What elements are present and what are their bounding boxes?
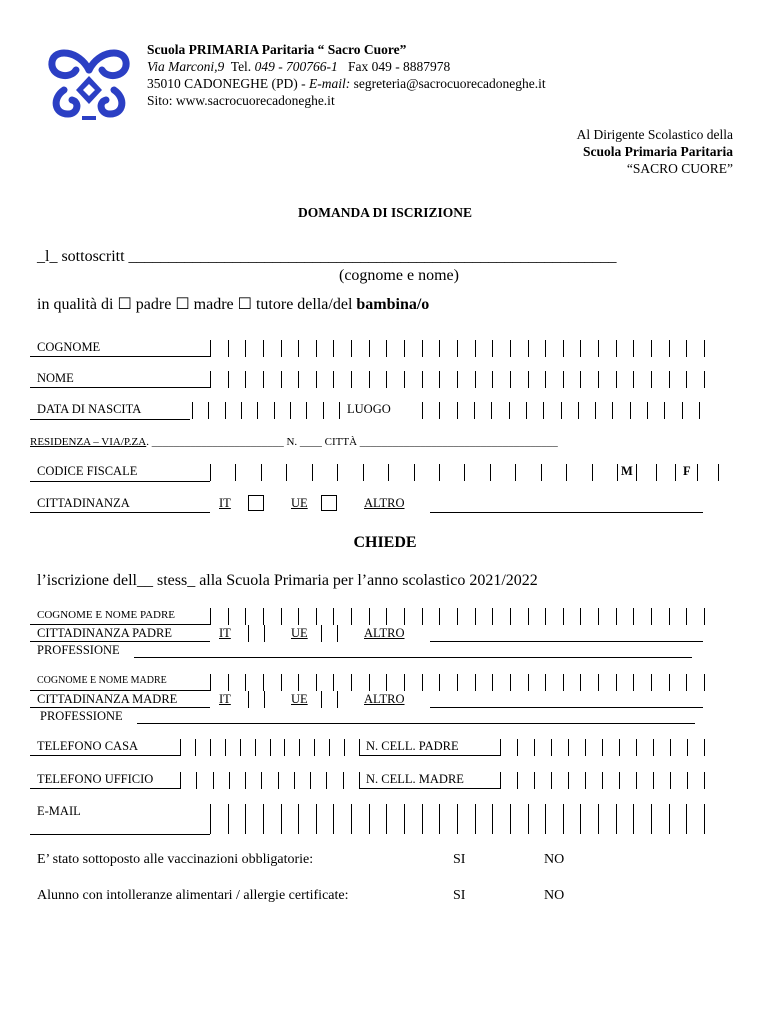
tax-code-label: CODICE FISCALE xyxy=(37,464,138,478)
vaccinations-yes[interactable]: SI xyxy=(453,852,466,867)
checkbox-father[interactable]: ☐ xyxy=(117,296,132,313)
citizenship-ue-label: UE xyxy=(291,496,308,510)
sex-m-label: M xyxy=(621,464,633,478)
email-boxes[interactable] xyxy=(210,804,705,834)
checkbox-tutor[interactable]: ☐ xyxy=(237,296,252,313)
request-text: l’iscrizione dell__ stess_ alla Scuola Primaria per l’anno scolastico 2021/2022 xyxy=(37,572,538,589)
mother-it-box[interactable] xyxy=(248,691,265,708)
father-ue-box[interactable] xyxy=(321,625,338,642)
birth-date-label: DATA DI NASCITA xyxy=(37,402,142,416)
school-contacts: 35010 CADONEGHE (PD) - E-mail: segreteria@sacrocuorecadoneghe.it xyxy=(147,76,546,91)
citizenship-ue-box[interactable] xyxy=(321,495,337,511)
tax-code-boxes[interactable] xyxy=(210,464,618,481)
quality-line: in qualità di ☐ padre ☐ madre ☐ tutore della/del bambina/o xyxy=(37,296,430,313)
mother-other-line[interactable] xyxy=(430,707,703,708)
citizenship-other-label: ALTRO xyxy=(364,496,405,510)
office-phone-label: TELEFONO UFFICIO xyxy=(37,772,154,786)
school-logo xyxy=(44,40,134,124)
home-phone-boxes[interactable] xyxy=(180,739,360,756)
father-profession-line[interactable] xyxy=(134,657,692,658)
mother-ue-box[interactable] xyxy=(321,691,338,708)
residence-line[interactable]: RESIDENZA – VIA/P.ZA. ________________________ N. ____ CITTÀ ____________________________________ xyxy=(30,436,558,448)
mother-profession-line[interactable] xyxy=(137,723,695,724)
name-label: NOME xyxy=(37,371,74,385)
allergies-no[interactable]: NO xyxy=(544,888,565,903)
father-name-label: COGNOME E NOME PADRE xyxy=(37,609,176,621)
birth-date-boxes[interactable] xyxy=(192,402,340,419)
citizenship-label: CITTADINANZA xyxy=(37,496,130,510)
father-other-line[interactable] xyxy=(430,641,703,642)
father-cell-label: N. CELL. PADRE xyxy=(366,739,459,753)
vaccinations-no[interactable]: NO xyxy=(544,852,565,867)
addressee-line-3: “SACRO CUORE” xyxy=(626,161,733,176)
citizenship-other-line[interactable] xyxy=(430,512,703,513)
name-boxes[interactable] xyxy=(210,371,705,388)
school-address: Via Marconi,9 Tel. 049 - 700766-1 Fax 049 - 8887978 xyxy=(147,59,451,74)
mother-ue-label: UE xyxy=(291,692,308,706)
birth-place-boxes[interactable] xyxy=(422,402,700,419)
name-hint: (cognome e nome) xyxy=(339,267,459,284)
allergies-yes[interactable]: SI xyxy=(453,888,466,903)
request-heading: CHIEDE xyxy=(353,534,417,551)
surname-boxes[interactable] xyxy=(210,340,705,357)
form-title: DOMANDA DI ISCRIZIONE xyxy=(297,205,473,220)
home-phone-label: TELEFONO CASA xyxy=(37,739,139,753)
surname-label: COGNOME xyxy=(37,340,101,354)
father-name-boxes[interactable] xyxy=(210,608,705,625)
mother-profession-label: PROFESSIONE xyxy=(40,709,123,723)
citizenship-it-box[interactable] xyxy=(248,495,264,511)
mother-name-boxes[interactable] xyxy=(210,674,705,691)
email-label: E-MAIL xyxy=(37,804,81,818)
sex-f-label: F xyxy=(683,464,691,478)
father-ue-label: UE xyxy=(291,626,308,640)
birth-place-label: LUOGO xyxy=(347,402,391,416)
addressee-line-1: Al Dirigente Scolastico della xyxy=(576,127,733,142)
mother-cell-label: N. CELL. MADRE xyxy=(366,772,464,786)
father-citizenship-label: CITTADINANZA PADRE xyxy=(37,626,172,640)
school-name: Scuola PRIMARIA Paritaria “ Sacro Cuore” xyxy=(147,42,407,57)
vaccinations-question: E’ stato sottoposto alle vaccinazioni obbligatorie: xyxy=(37,852,314,867)
office-phone-boxes[interactable] xyxy=(180,772,360,789)
mother-it-label: IT xyxy=(219,692,231,706)
father-profession-label: PROFESSIONE xyxy=(37,643,120,657)
father-other-label: ALTRO xyxy=(364,626,405,640)
addressee-line-2: Scuola Primaria Paritaria xyxy=(583,144,733,159)
father-it-box[interactable] xyxy=(248,625,265,642)
mother-cell-boxes[interactable] xyxy=(500,772,705,789)
mother-name-label: COGNOME E NOME MADRE xyxy=(37,675,167,686)
mother-citizenship-label: CITTADINANZA MADRE xyxy=(37,692,178,706)
citizenship-it-label: IT xyxy=(219,496,231,510)
undersigned-line[interactable]: _l_ sottoscritt _____________________________________________________________ xyxy=(37,248,617,265)
father-it-label: IT xyxy=(219,626,231,640)
checkbox-mother[interactable]: ☐ xyxy=(175,296,190,313)
sex-m-box[interactable] xyxy=(636,464,676,481)
sex-f-box[interactable] xyxy=(697,464,719,481)
mother-other-label: ALTRO xyxy=(364,692,405,706)
allergies-question: Alunno con intolleranze alimentari / allergie certificate: xyxy=(37,888,349,903)
school-site: Sito: www.sacrocuorecadoneghe.it xyxy=(147,93,335,108)
father-cell-boxes[interactable] xyxy=(500,739,705,756)
